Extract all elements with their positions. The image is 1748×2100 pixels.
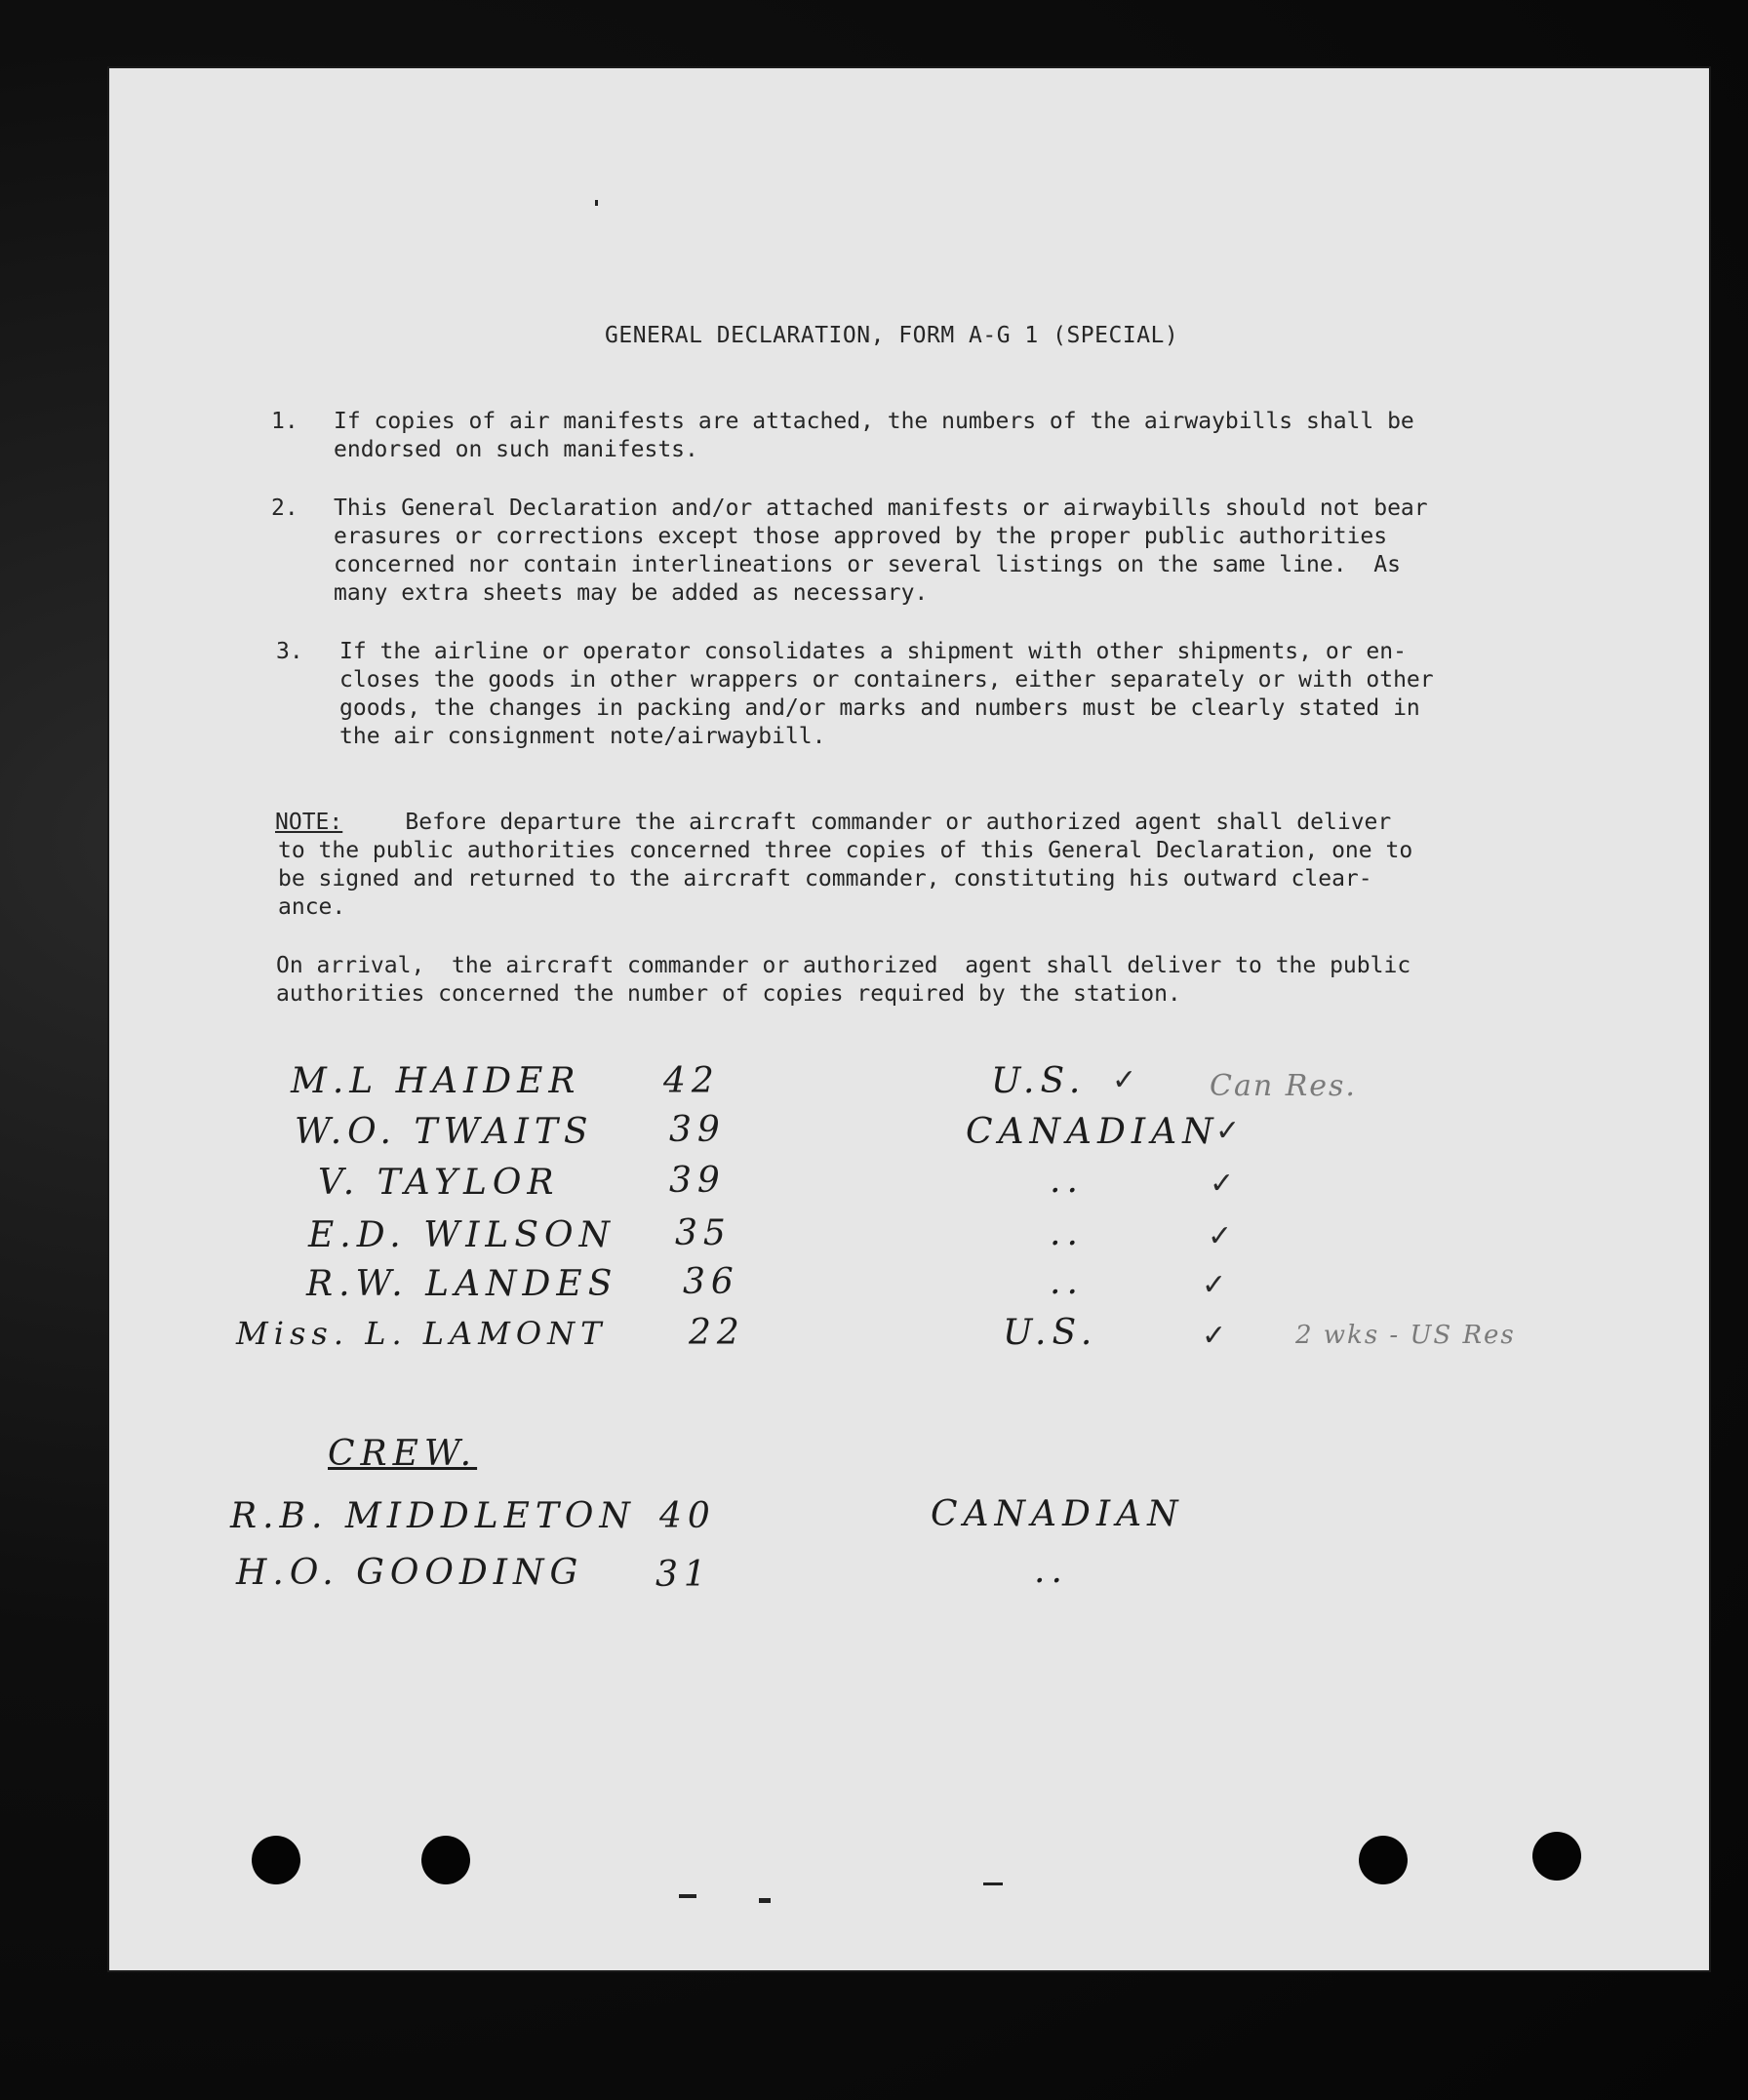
- passenger-1-remark: Can Res.: [1210, 1069, 1357, 1103]
- item-3-number: 3.: [276, 639, 303, 664]
- passenger-6-age: 22: [689, 1313, 745, 1353]
- passenger-2-name: W.O. TWAITS: [295, 1112, 594, 1152]
- crew-1-nationality: CANADIAN: [931, 1494, 1184, 1534]
- item-3-line-3: goods, the changes in packing and/or marks and numbers must be clearly stated in: [339, 695, 1420, 721]
- passenger-5-name: R.W. LANDES: [306, 1264, 618, 1304]
- passenger-3-checkmark: ✓: [1210, 1167, 1235, 1201]
- note-line-1: Before departure the aircraft commander or authorized agent shall deliver: [351, 810, 1392, 835]
- passenger-2-checkmark: ✓: [1215, 1114, 1241, 1148]
- crew-1-age: 40: [659, 1496, 716, 1536]
- passenger-1-checkmark: ✓: [1112, 1063, 1137, 1097]
- note-label: NOTE:: [275, 810, 343, 835]
- passenger-4-age: 35: [675, 1213, 732, 1253]
- item-2-line-4: many extra sheets may be added as necessary.: [334, 580, 929, 606]
- ink-speck: [759, 1898, 771, 1903]
- document-page: [109, 68, 1709, 1970]
- passenger-5-checkmark: ✓: [1202, 1268, 1227, 1302]
- item-1-number: 1.: [271, 409, 298, 434]
- punch-hole: [1532, 1832, 1581, 1881]
- crew-2-name: H.O. GOODING: [236, 1553, 584, 1593]
- item-2-number: 2.: [271, 495, 298, 521]
- passenger-1-age: 42: [663, 1061, 720, 1101]
- passenger-5-nationality: ..: [1050, 1262, 1084, 1302]
- item-1-line-2: endorsed on such manifests.: [334, 437, 698, 462]
- passenger-4-nationality: ..: [1050, 1213, 1084, 1253]
- item-2-line-3: concerned nor contain interlineations or several listings on the same line. As: [334, 552, 1401, 577]
- ink-speck: [679, 1894, 696, 1898]
- passenger-6-nationality: U.S.: [1003, 1313, 1098, 1353]
- passenger-2-age: 39: [669, 1110, 726, 1150]
- passenger-6-remark: 2 wks - US Res: [1295, 1321, 1516, 1350]
- item-2-line-1: This General Declaration and/or attached manifests or airwaybills should not bear: [334, 495, 1428, 521]
- passenger-5-age: 36: [683, 1262, 739, 1302]
- form-title: GENERAL DECLARATION, FORM A-G 1 (SPECIAL): [605, 323, 1179, 348]
- item-3-line-4: the air consignment note/airwaybill.: [339, 724, 826, 749]
- passenger-1-name: M.L HAIDER: [291, 1061, 581, 1101]
- item-2-line-2: erasures or corrections except those approved by the proper public authorities: [334, 524, 1388, 549]
- crew-1-name: R.B. MIDDLETON: [230, 1496, 636, 1536]
- crew-heading: CREW.: [328, 1434, 478, 1474]
- item-3-line-1: If the airline or operator consolidates a shipment with other shipments, or en-: [339, 639, 1407, 664]
- note-line-2: to the public authorities concerned three copies of this General Declaration, one to: [278, 838, 1413, 863]
- passenger-6-checkmark: ✓: [1202, 1319, 1227, 1353]
- punch-hole: [421, 1836, 470, 1884]
- passenger-4-name: E.D. WILSON: [308, 1215, 616, 1255]
- crew-2-nationality: ..: [1034, 1551, 1068, 1591]
- passenger-6-name: Miss. L. LAMONT: [236, 1315, 608, 1352]
- arrival-line-2: authorities concerned the number of copies required by the station.: [276, 981, 1181, 1007]
- passenger-4-checkmark: ✓: [1208, 1219, 1233, 1253]
- passenger-3-nationality: ..: [1050, 1161, 1084, 1201]
- passenger-1-nationality: U.S.: [991, 1061, 1087, 1101]
- ink-speck: [595, 200, 598, 206]
- passenger-2-nationality: CANADIAN: [966, 1112, 1219, 1152]
- note-line-4: ance.: [278, 894, 346, 920]
- ink-speck: [983, 1882, 1003, 1885]
- punch-hole: [1359, 1836, 1408, 1884]
- item-3-line-2: closes the goods in other wrappers or containers, either separately or with other: [339, 667, 1434, 693]
- arrival-line-1: On arrival, the aircraft commander or authorized agent shall deliver to the public: [276, 953, 1411, 978]
- note-line-3: be signed and returned to the aircraft commander, constituting his outward clear-: [278, 866, 1372, 892]
- passenger-3-name: V. TAYLOR: [318, 1163, 560, 1203]
- punch-hole: [252, 1836, 300, 1884]
- item-1-line-1: If copies of air manifests are attached, the numbers of the airwaybills shall be: [334, 409, 1414, 434]
- crew-2-age: 31: [656, 1555, 712, 1595]
- passenger-3-age: 39: [669, 1161, 726, 1201]
